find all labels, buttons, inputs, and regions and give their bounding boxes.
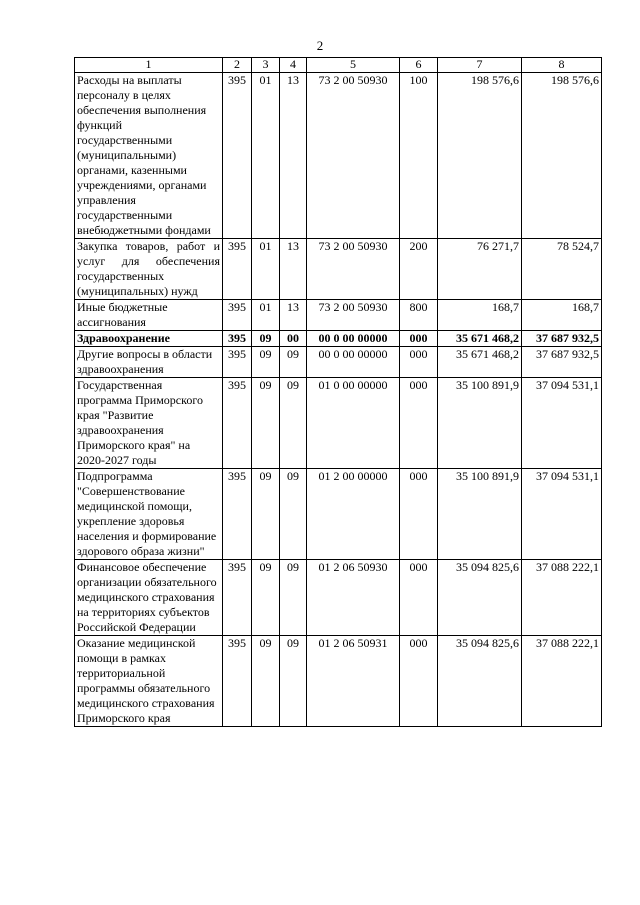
subsection-code-cell: 13: [280, 239, 307, 300]
section-code-cell: 09: [252, 331, 280, 347]
amount-year1-cell: 35 671 468,2: [438, 331, 522, 347]
column-header: 4: [280, 58, 307, 73]
column-header: 2: [223, 58, 252, 73]
amount-year2-cell: 37 094 531,1: [522, 469, 602, 560]
section-code-cell: 01: [252, 73, 280, 239]
admin-code-cell: 395: [223, 560, 252, 636]
admin-code-cell: 395: [223, 469, 252, 560]
column-header: 7: [438, 58, 522, 73]
column-header: 6: [400, 58, 438, 73]
expense-type-cell: 100: [400, 73, 438, 239]
amount-year1-cell: 168,7: [438, 300, 522, 331]
row-name-cell: Подпрограмма "Совершенствование медицинской помощи, укрепление здоровья населения и формирование здорового образа жизни": [75, 469, 223, 560]
column-header: 3: [252, 58, 280, 73]
row-name-cell: Расходы на выплаты персоналу в целях обеспечения выполнения функций государственными (муниципальными) органами, казенными учреждениями, органами управления государственными внебюджетными фондами: [75, 73, 223, 239]
amount-year1-cell: 198 576,6: [438, 73, 522, 239]
section-code-cell: 09: [252, 560, 280, 636]
table-row: [75, 560, 602, 636]
subsection-code-cell: 09: [280, 469, 307, 560]
column-header: 5: [307, 58, 400, 73]
section-code-cell: 01: [252, 239, 280, 300]
section-code-cell: 01: [252, 300, 280, 331]
amount-year1-cell: 35 094 825,6: [438, 636, 522, 727]
table-row: [75, 300, 602, 331]
subsection-code-cell: 09: [280, 636, 307, 727]
expense-type-cell: 000: [400, 636, 438, 727]
row-name-cell: Здравоохранение: [75, 331, 223, 347]
table-row: [75, 73, 602, 239]
amount-year2-cell: 37 687 932,5: [522, 347, 602, 378]
amount-year2-cell: 198 576,6: [522, 73, 602, 239]
column-header: 8: [522, 58, 602, 73]
expense-type-cell: 000: [400, 347, 438, 378]
target-article-cell: 01 0 00 00000: [307, 378, 400, 469]
target-article-cell: 73 2 00 50930: [307, 300, 400, 331]
admin-code-cell: 395: [223, 73, 252, 239]
table-row: [75, 378, 602, 469]
amount-year1-cell: 76 271,7: [438, 239, 522, 300]
row-name-cell: Закупка товаров, работ и услуг для обеспечения государственных (муниципальных) нужд: [75, 239, 223, 300]
table-body: [75, 73, 602, 727]
amount-year2-cell: 37 094 531,1: [522, 378, 602, 469]
row-name-cell: Другие вопросы в области здравоохранения: [75, 347, 223, 378]
subsection-code-cell: 00: [280, 331, 307, 347]
target-article-cell: 00 0 00 00000: [307, 331, 400, 347]
expense-type-cell: 200: [400, 239, 438, 300]
column-header: 1: [75, 58, 223, 73]
amount-year1-cell: 35 100 891,9: [438, 469, 522, 560]
amount-year2-cell: 37 687 932,5: [522, 331, 602, 347]
row-name-cell: Иные бюджетные ассигнования: [75, 300, 223, 331]
amount-year2-cell: 78 524,7: [522, 239, 602, 300]
expense-type-cell: 000: [400, 560, 438, 636]
admin-code-cell: 395: [223, 239, 252, 300]
expense-type-cell: 000: [400, 469, 438, 560]
expense-type-cell: 000: [400, 378, 438, 469]
admin-code-cell: 395: [223, 347, 252, 378]
amount-year2-cell: 37 088 222,1: [522, 560, 602, 636]
target-article-cell: 00 0 00 00000: [307, 347, 400, 378]
budget-table: [74, 57, 602, 727]
target-article-cell: 73 2 00 50930: [307, 73, 400, 239]
admin-code-cell: 395: [223, 378, 252, 469]
table-row: [75, 636, 602, 727]
expense-type-cell: 800: [400, 300, 438, 331]
subsection-code-cell: 13: [280, 300, 307, 331]
subsection-code-cell: 09: [280, 560, 307, 636]
row-name-cell: Финансовое обеспечение организации обязательного медицинского страхования на территориях субъектов Российской Федерации: [75, 560, 223, 636]
page-number: 2: [316, 38, 324, 53]
section-code-cell: 09: [252, 347, 280, 378]
section-code-cell: 09: [252, 378, 280, 469]
subsection-code-cell: 09: [280, 347, 307, 378]
row-name-cell: Оказание медицинской помощи в рамках территориальной программы обязательного медицинского страхования Приморского края: [75, 636, 223, 727]
admin-code-cell: 395: [223, 331, 252, 347]
admin-code-cell: 395: [223, 636, 252, 727]
target-article-cell: 01 2 00 00000: [307, 469, 400, 560]
expense-type-cell: 000: [400, 331, 438, 347]
target-article-cell: 73 2 00 50930: [307, 239, 400, 300]
subsection-code-cell: 13: [280, 73, 307, 239]
table-row: [75, 239, 602, 300]
target-article-cell: 01 2 06 50930: [307, 560, 400, 636]
admin-code-cell: 395: [223, 300, 252, 331]
target-article-cell: 01 2 06 50931: [307, 636, 400, 727]
amount-year1-cell: 35 094 825,6: [438, 560, 522, 636]
table-row: [75, 469, 602, 560]
amount-year2-cell: 37 088 222,1: [522, 636, 602, 727]
table-row: [75, 331, 602, 347]
row-name-cell: Государственная программа Приморского края "Развитие здравоохранения Приморского края" на 2020-2027 годы: [75, 378, 223, 469]
amount-year1-cell: 35 100 891,9: [438, 378, 522, 469]
section-code-cell: 09: [252, 469, 280, 560]
section-code-cell: 09: [252, 636, 280, 727]
table-row: [75, 347, 602, 378]
amount-year2-cell: 168,7: [522, 300, 602, 331]
header-row: [75, 58, 602, 73]
subsection-code-cell: 09: [280, 378, 307, 469]
amount-year1-cell: 35 671 468,2: [438, 347, 522, 378]
